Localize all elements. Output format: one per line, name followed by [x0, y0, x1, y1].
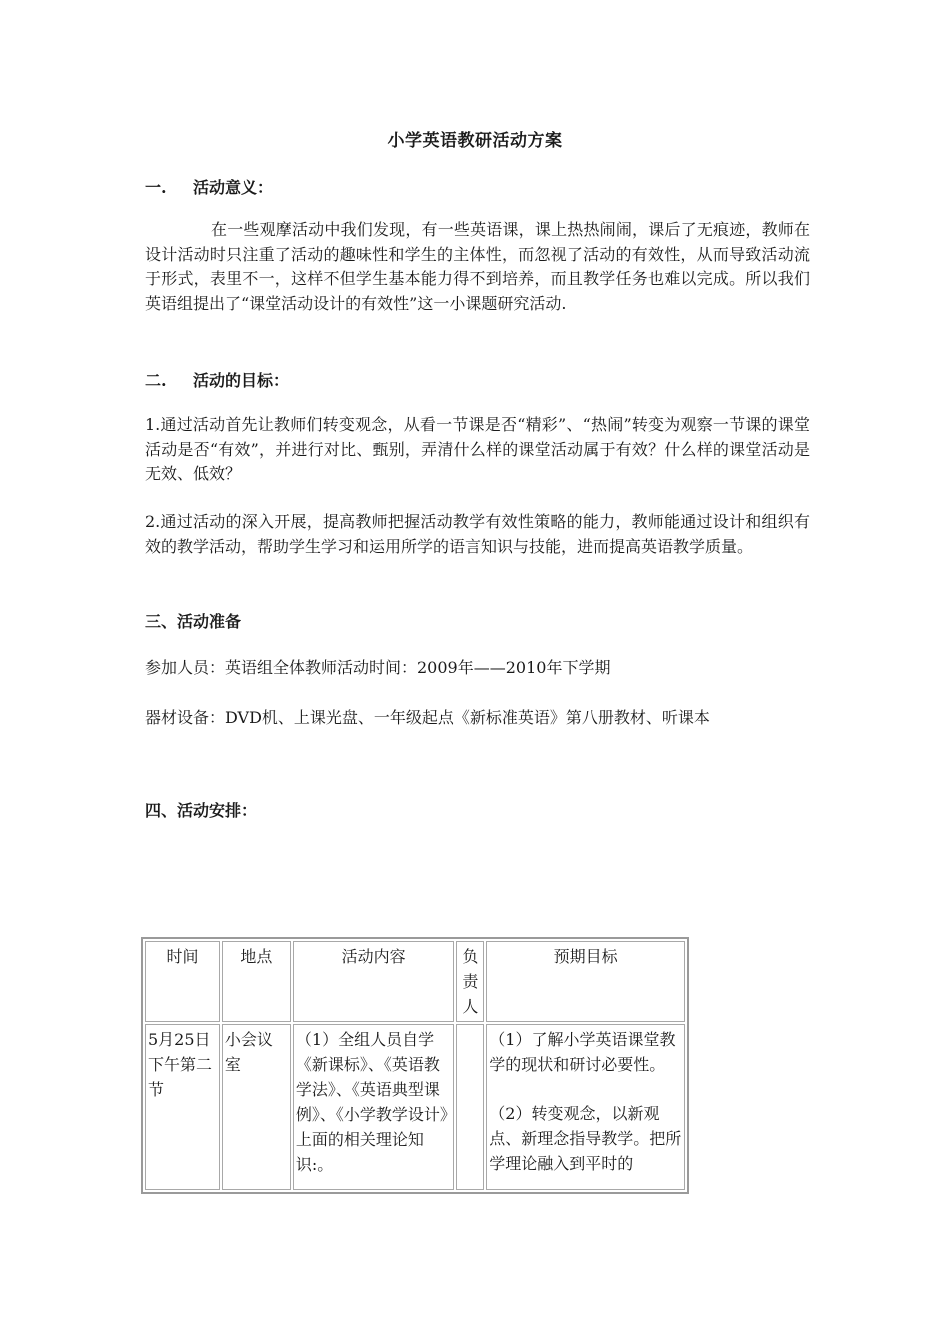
cell-place: 小会议室 — [222, 1024, 291, 1190]
cell-content: （1）全组人员自学《新课标》、《英语教学法》、《英语典型课例》、《小学教学设计》上面的相关理论知识:。 — [293, 1024, 455, 1190]
cell-owner — [456, 1024, 484, 1190]
section-label: 活动意义： — [193, 178, 274, 197]
equipment-line: 器材设备：DVD机、上课光盘、一年级起点《新标准英语》第八册教材、听课本 — [145, 708, 710, 727]
table-row — [145, 1024, 685, 1190]
goal-item: （2）转变观念，以新观点、新理念指导教学。把所学理论融入到平时的 — [489, 1104, 682, 1173]
section-number: 二. — [145, 371, 167, 390]
table-header-row — [145, 941, 685, 1022]
cell-time: 5月25日下午第二节 — [145, 1024, 220, 1190]
header-goal: 预期目标 — [486, 941, 685, 1022]
section-heading-schedule: 四、活动安排： — [145, 801, 258, 820]
header-owner: 负责人 — [456, 941, 484, 1022]
participants-line: 参加人员：英语组全体教师活动时间：2009年——2010年下学期 — [145, 658, 611, 677]
goal-paragraph-1: 1.通过活动首先让教师们转变观念，从看一节课是否“精彩”、“热闹”转变为观察一节课的课堂活动是否“有效”，并进行对比、甄别，弄清什么样的课堂活动属于有效？什么样的课堂活动是无效、低效？ — [145, 415, 810, 483]
goal-item: （1）了解小学英语课堂教学的现状和研讨必要性。 — [489, 1030, 676, 1074]
page-title: 小学英语教研活动方案 — [387, 131, 563, 151]
header-content: 活动内容 — [293, 941, 455, 1022]
section-heading-significance — [145, 175, 273, 198]
header-time: 时间 — [145, 941, 220, 1022]
section-heading-goals — [145, 368, 289, 391]
section-number: 一. — [145, 178, 167, 197]
header-place: 地点 — [222, 941, 291, 1022]
section-label: 活动的目标： — [193, 371, 290, 390]
section-heading-preparation: 三、活动准备 — [145, 612, 242, 631]
cell-goals — [486, 1024, 685, 1190]
schedule-table — [141, 937, 689, 1194]
goal-paragraph-2: 2.通过活动的深入开展，提高教师把握活动教学有效性策略的能力，教师能通过设计和组织有效的教学活动，帮助学生学习和运用所学的语言知识与技能，进而提高英语教学质量。 — [145, 512, 810, 556]
significance-paragraph: 在一些观摩活动中我们发现，有一些英语课，课上热热闹闹，课后了无痕迹，教师在设计活动时只注重了活动的趣味性和学生的主体性，而忽视了活动的有效性，从而导致活动流于形式，表里不一，这样不但学生基本能力得不到培养，而且教学任务也难以完成。所以我们英语组提出了“课堂活动设计的有效性”这一小课题研究活动. — [145, 220, 810, 313]
